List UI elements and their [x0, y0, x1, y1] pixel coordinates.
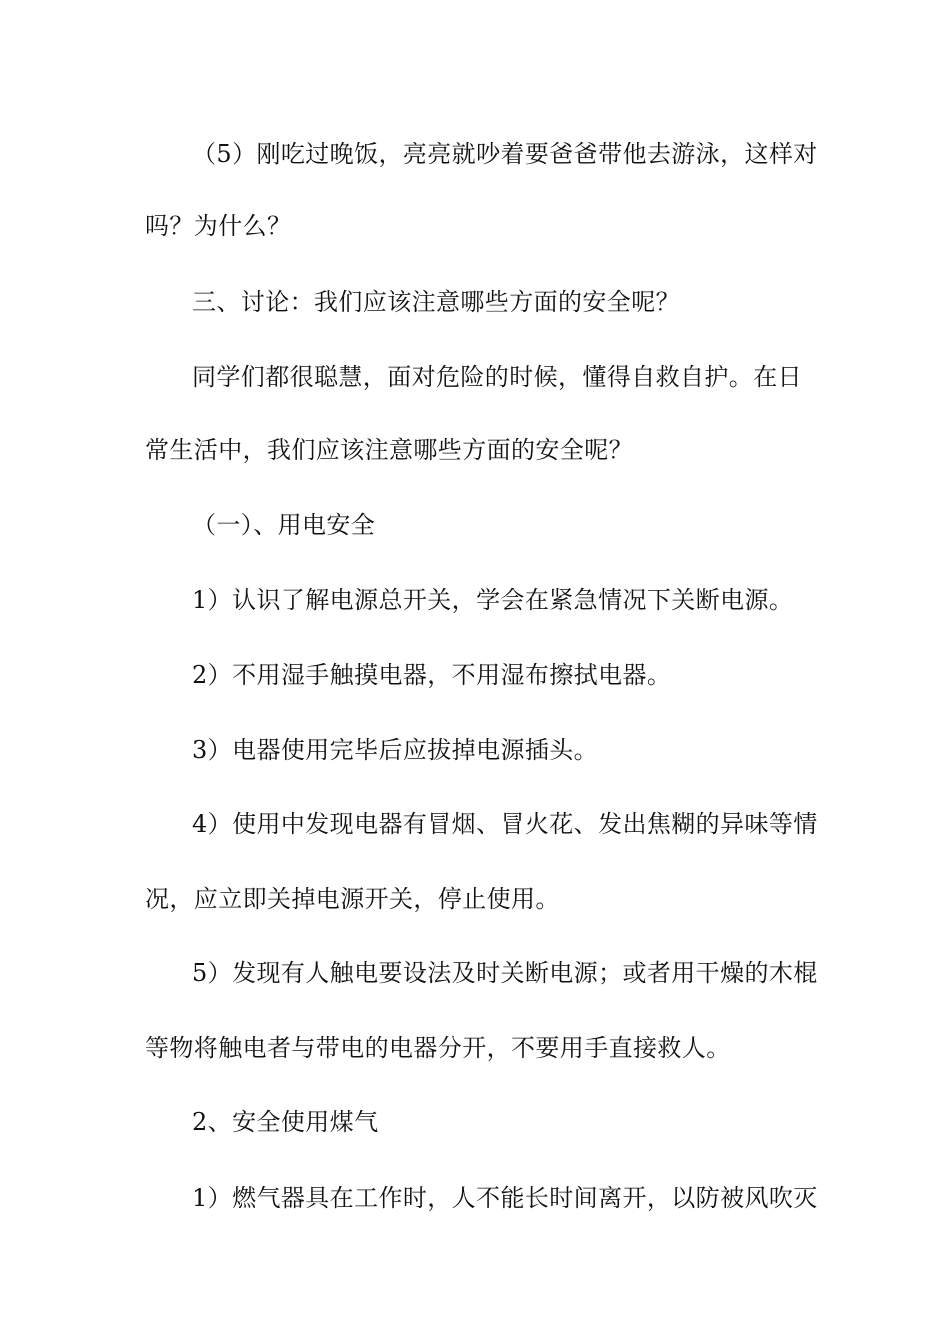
list-item-electric-4-line-1: 4）使用中发现电器有冒烟、冒火花、发出焦糊的异味等情	[192, 810, 818, 838]
list-item-gas-1-line-1: 1）燃气器具在工作时，人不能长时间离开，以防被风吹灭	[192, 1184, 818, 1212]
paragraph-intro-line-2: 常生活中，我们应该注意哪些方面的安全呢？	[145, 436, 633, 464]
paragraph-question-5-line-1: （5）刚吃过晚饭，亮亮就吵着要爸爸带他去游泳，这样对	[192, 140, 818, 168]
paragraph-question-5-line-2: 吗？为什么？	[145, 212, 292, 240]
list-item-electric-2: 2）不用湿手触摸电器，不用湿布擦拭电器。	[192, 661, 672, 689]
subheading-gas-safety: 2、安全使用煤气	[192, 1108, 379, 1136]
subheading-electrical-safety: （一）、用电安全	[192, 511, 376, 539]
list-item-electric-5-line-2: 等物将触电者与带电的电器分开，不要用手直接救人。	[145, 1034, 731, 1062]
list-item-electric-5-line-1: 5）发现有人触电要设法及时关断电源；或者用干燥的木棍	[192, 959, 818, 987]
list-item-electric-3: 3）电器使用完毕后应拔掉电源插头。	[192, 736, 599, 764]
paragraph-intro-line-1: 同学们都很聪慧，面对危险的时候，懂得自救自护。在日	[192, 363, 802, 391]
list-item-electric-1: 1）认识了解电源总开关，学会在紧急情况下关断电源。	[192, 586, 794, 614]
section-heading-discussion: 三、讨论：我们应该注意哪些方面的安全呢？	[192, 288, 680, 316]
list-item-electric-4-line-2: 况，应立即关掉电源开关，停止使用。	[145, 885, 560, 913]
